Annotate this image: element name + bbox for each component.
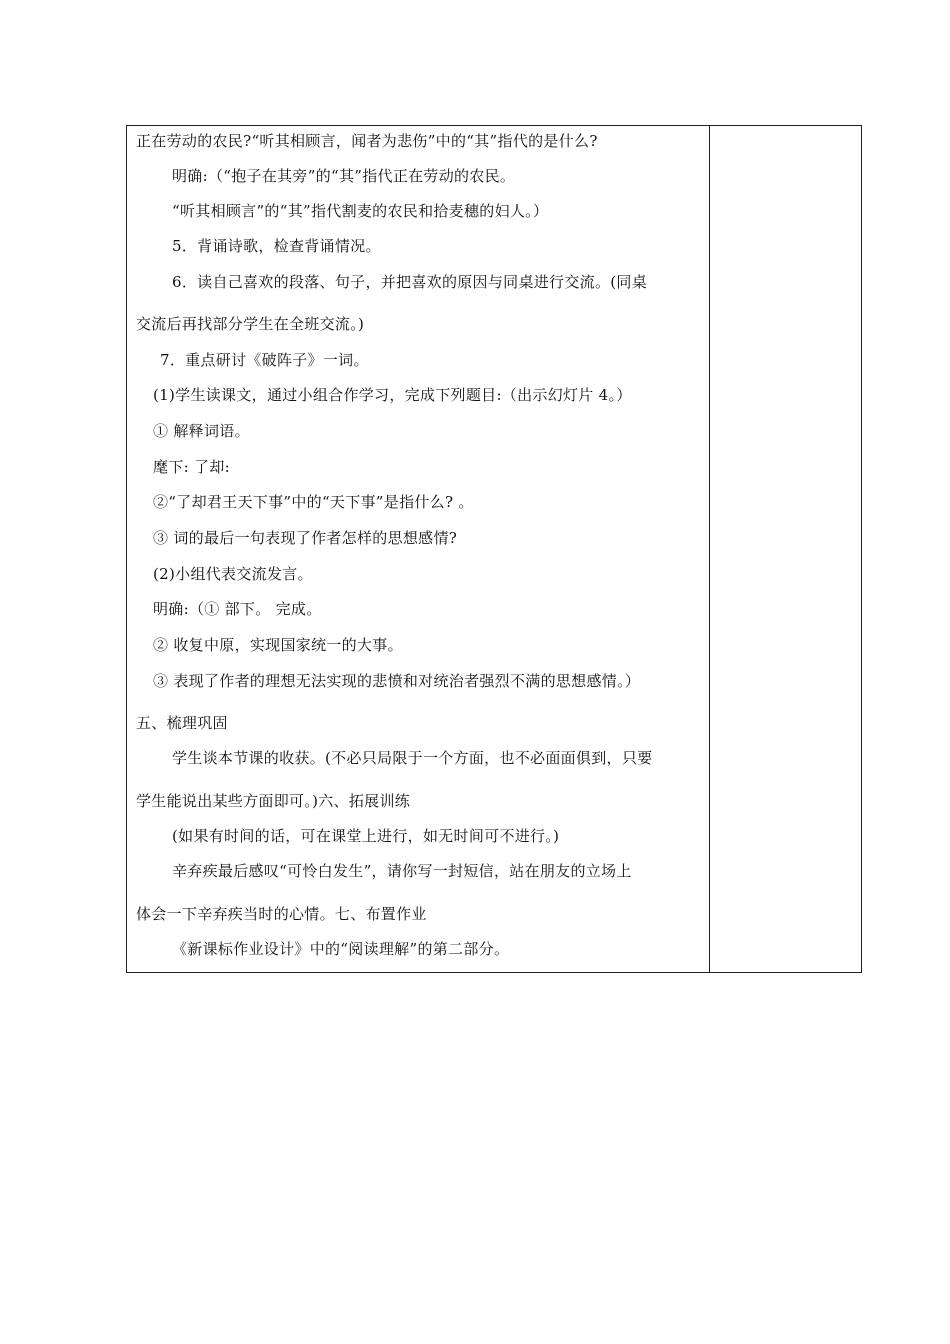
text-line: 麾下: 了却: bbox=[153, 458, 230, 476]
text-line: (2)小组代表交流发言。 bbox=[153, 565, 313, 583]
column-divider bbox=[709, 126, 710, 972]
text-line: 明确:（“抱子在其旁”的“其”指代正在劳动的农民。 bbox=[172, 167, 516, 185]
text-line: 5．背诵诗歌，检查背诵情况。 bbox=[172, 237, 381, 255]
text-line: 7．重点研讨《破阵子》一词。 bbox=[160, 351, 369, 369]
text-line: ② 收复中原，实现国家统一的大事。 bbox=[153, 636, 403, 654]
text-line: 学生谈本节课的收获。(不必只局限于一个方面，也不必面面俱到，只要 bbox=[172, 749, 653, 767]
text-line: ②“了却君王天下事”中的“天下事”是指什么? 。 bbox=[153, 493, 474, 511]
text-line: (1)学生读课文，通过小组合作学习，完成下列题目:（出示幻灯片 4。） bbox=[153, 386, 632, 404]
text-line: ① 解释词语。 bbox=[153, 422, 250, 440]
text-line: ③ 表现了作者的理想无法实现的悲愤和对统治者强烈不满的思想感情。） bbox=[153, 672, 641, 690]
text-line: 6．读自己喜欢的段落、句子，并把喜欢的原因与同桌进行交流。(同桌 bbox=[172, 273, 647, 291]
text-line: 明确:（① 部下。 完成。 bbox=[153, 600, 322, 618]
text-line: 交流后再找部分学生在全班交流。) bbox=[136, 315, 365, 333]
text-line: 学生能说出某些方面即可。)六、拓展训练 bbox=[136, 792, 411, 810]
text-line: 《新课标作业设计》中的“阅读理解”的第二部分。 bbox=[172, 940, 510, 958]
text-line: ③ 词的最后一句表现了作者怎样的思想感情? bbox=[153, 529, 458, 547]
text-line: (如果有时间的话，可在课堂上进行，如无时间可不进行。) bbox=[172, 827, 560, 845]
text-line: 辛弃疾最后感叹“可怜白发生”，请你写一封短信，站在朋友的立场上 bbox=[172, 862, 632, 880]
text-line: 体会一下辛弃疾当时的心情。七、布置作业 bbox=[136, 905, 427, 923]
section-heading: 五、梳理巩固 bbox=[136, 714, 228, 732]
text-line: “听其相顾言”的“其”指代割麦的农民和拾麦穗的妇人。） bbox=[172, 202, 549, 220]
text-line: 正在劳动的农民?“听其相顾言，闻者为悲伤”中的“其”指代的是什么? bbox=[136, 132, 598, 150]
lesson-table bbox=[126, 125, 862, 973]
